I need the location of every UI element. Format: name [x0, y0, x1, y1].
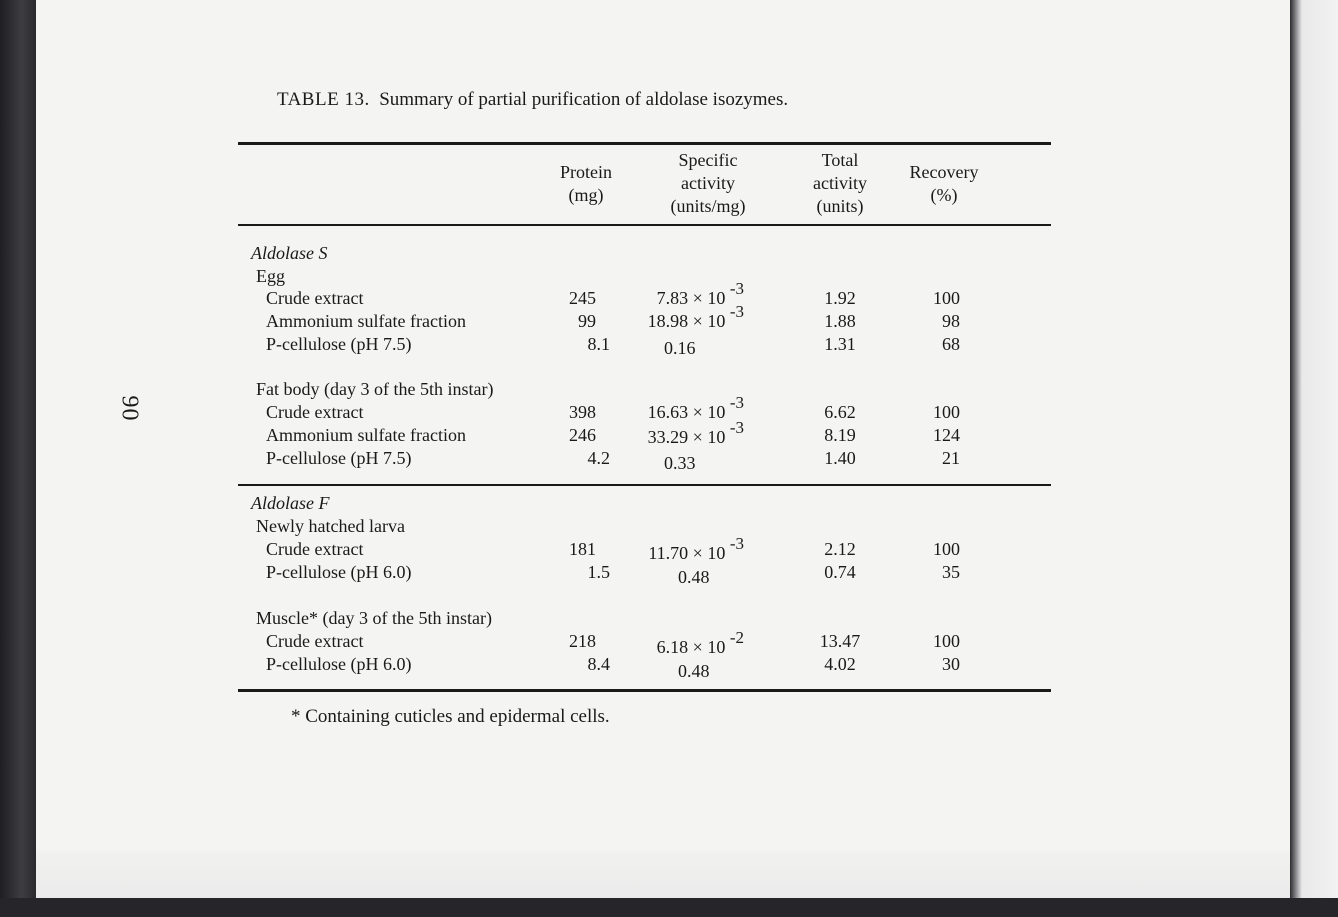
specific-base: 16.63 × 10: [647, 402, 726, 422]
row-specific-activity: [596, 418, 744, 448]
specific-exponent: -3: [729, 279, 744, 298]
row-recovery: 30: [942, 654, 960, 674]
row-total-activity: 6.62: [824, 402, 856, 422]
row-specific-activity: 0.48: [678, 661, 710, 681]
row-total-activity: 2.12: [824, 539, 856, 559]
header-total-line2: activity: [813, 173, 867, 193]
header-recovery-line1: Recovery: [909, 162, 979, 182]
header-specific-activity: [648, 149, 768, 218]
specific-base: 18.98 × 10: [647, 311, 726, 331]
row-specific-activity: [596, 534, 744, 564]
table-footnote: * Containing cuticles and epidermal cells.: [291, 706, 610, 727]
row-specific-activity: 0.33: [664, 453, 696, 473]
row-total-activity: 0.74: [824, 562, 856, 582]
header-total-line1: Total: [821, 150, 859, 170]
specific-exponent: -3: [729, 418, 744, 437]
header-specific-line3: (units/mg): [670, 196, 746, 216]
row-step: P-cellulose (pH 6.0): [266, 654, 412, 674]
row-step: Crude extract: [266, 288, 364, 308]
header-recovery-line2: (%): [930, 185, 958, 205]
book-edge-right: [1290, 0, 1338, 917]
group-label: Egg: [256, 266, 285, 286]
row-specific-activity: [596, 393, 744, 423]
table-label: TABLE 13.: [277, 89, 370, 110]
header-specific-line1: Specific: [678, 150, 738, 170]
row-recovery: 100: [933, 539, 960, 559]
header-total-line3: (units): [816, 196, 864, 216]
book-binding-bottom: [0, 898, 1338, 917]
specific-exponent: -2: [729, 628, 744, 647]
page-shadow: [36, 852, 1290, 898]
section-divider-rule: [238, 484, 1051, 486]
header-protein-line1: Protein: [560, 162, 612, 182]
row-total-activity: 1.31: [824, 334, 856, 354]
row-step: Ammonium sulfate fraction: [266, 425, 466, 445]
header-bottom-rule: [238, 224, 1051, 226]
header-recovery: [896, 161, 992, 207]
row-protein: 245: [569, 288, 596, 308]
specific-base: 7.83 × 10: [656, 288, 726, 308]
row-protein: 8.4: [587, 654, 610, 674]
row-step: Crude extract: [266, 539, 364, 559]
row-step: Crude extract: [266, 631, 364, 651]
row-recovery: 35: [942, 562, 960, 582]
row-protein: 218: [569, 631, 596, 651]
row-total-activity: 1.40: [824, 448, 856, 468]
header-protein: [546, 161, 626, 207]
header-specific-line2: activity: [681, 173, 735, 193]
table-title: Summary of partial purification of aldolase isozymes.: [379, 89, 789, 110]
section-label-aldolase-s: Aldolase S: [251, 243, 328, 263]
row-recovery: 100: [933, 288, 960, 308]
row-protein: 99: [578, 311, 596, 331]
table-caption: [277, 89, 788, 111]
book-binding-left: [0, 0, 36, 917]
row-protein: 4.2: [587, 448, 610, 468]
header-total-activity: [796, 149, 884, 218]
row-specific-activity: 0.16: [664, 338, 696, 358]
row-step: P-cellulose (pH 6.0): [266, 562, 412, 582]
group-label: Newly hatched larva: [256, 516, 405, 536]
document-page: [36, 0, 1290, 898]
header-protein-line2: (mg): [568, 185, 604, 205]
row-specific-activity: [596, 279, 744, 309]
section-label-aldolase-f: Aldolase F: [251, 493, 330, 513]
group-label: Fat body (day 3 of the 5th instar): [256, 379, 494, 399]
row-recovery: 124: [933, 425, 960, 445]
row-recovery: 68: [942, 334, 960, 354]
specific-exponent: -3: [729, 302, 744, 321]
row-recovery: 98: [942, 311, 960, 331]
row-protein: 1.5: [587, 562, 610, 582]
specific-base: 11.70 × 10: [648, 543, 726, 563]
row-specific-activity: [596, 628, 744, 658]
row-specific-activity: [596, 302, 744, 332]
row-recovery: 100: [933, 631, 960, 651]
row-total-activity: 1.92: [824, 288, 856, 308]
table-bottom-rule: [238, 689, 1051, 692]
row-step: P-cellulose (pH 7.5): [266, 448, 412, 468]
row-protein: 398: [569, 402, 596, 422]
specific-exponent: -3: [729, 534, 744, 553]
row-recovery: 21: [942, 448, 960, 468]
row-step: Ammonium sulfate fraction: [266, 311, 466, 331]
row-protein: 246: [569, 425, 596, 445]
row-total-activity: 1.88: [824, 311, 856, 331]
row-total-activity: 4.02: [824, 654, 856, 674]
row-total-activity: 13.47: [819, 631, 861, 651]
row-recovery: 100: [933, 402, 960, 422]
row-step: Crude extract: [266, 402, 364, 422]
table-top-rule: [238, 142, 1051, 145]
page-number: 90: [116, 395, 143, 422]
row-protein: 181: [569, 539, 596, 559]
row-total-activity: 8.19: [824, 425, 856, 445]
group-label: Muscle* (day 3 of the 5th instar): [256, 608, 492, 628]
row-step: P-cellulose (pH 7.5): [266, 334, 412, 354]
specific-exponent: -3: [729, 393, 744, 412]
specific-base: 33.29 × 10: [647, 427, 726, 447]
specific-base: 6.18 × 10: [656, 637, 726, 657]
row-specific-activity: 0.48: [678, 567, 710, 587]
row-protein: 8.1: [587, 334, 610, 354]
